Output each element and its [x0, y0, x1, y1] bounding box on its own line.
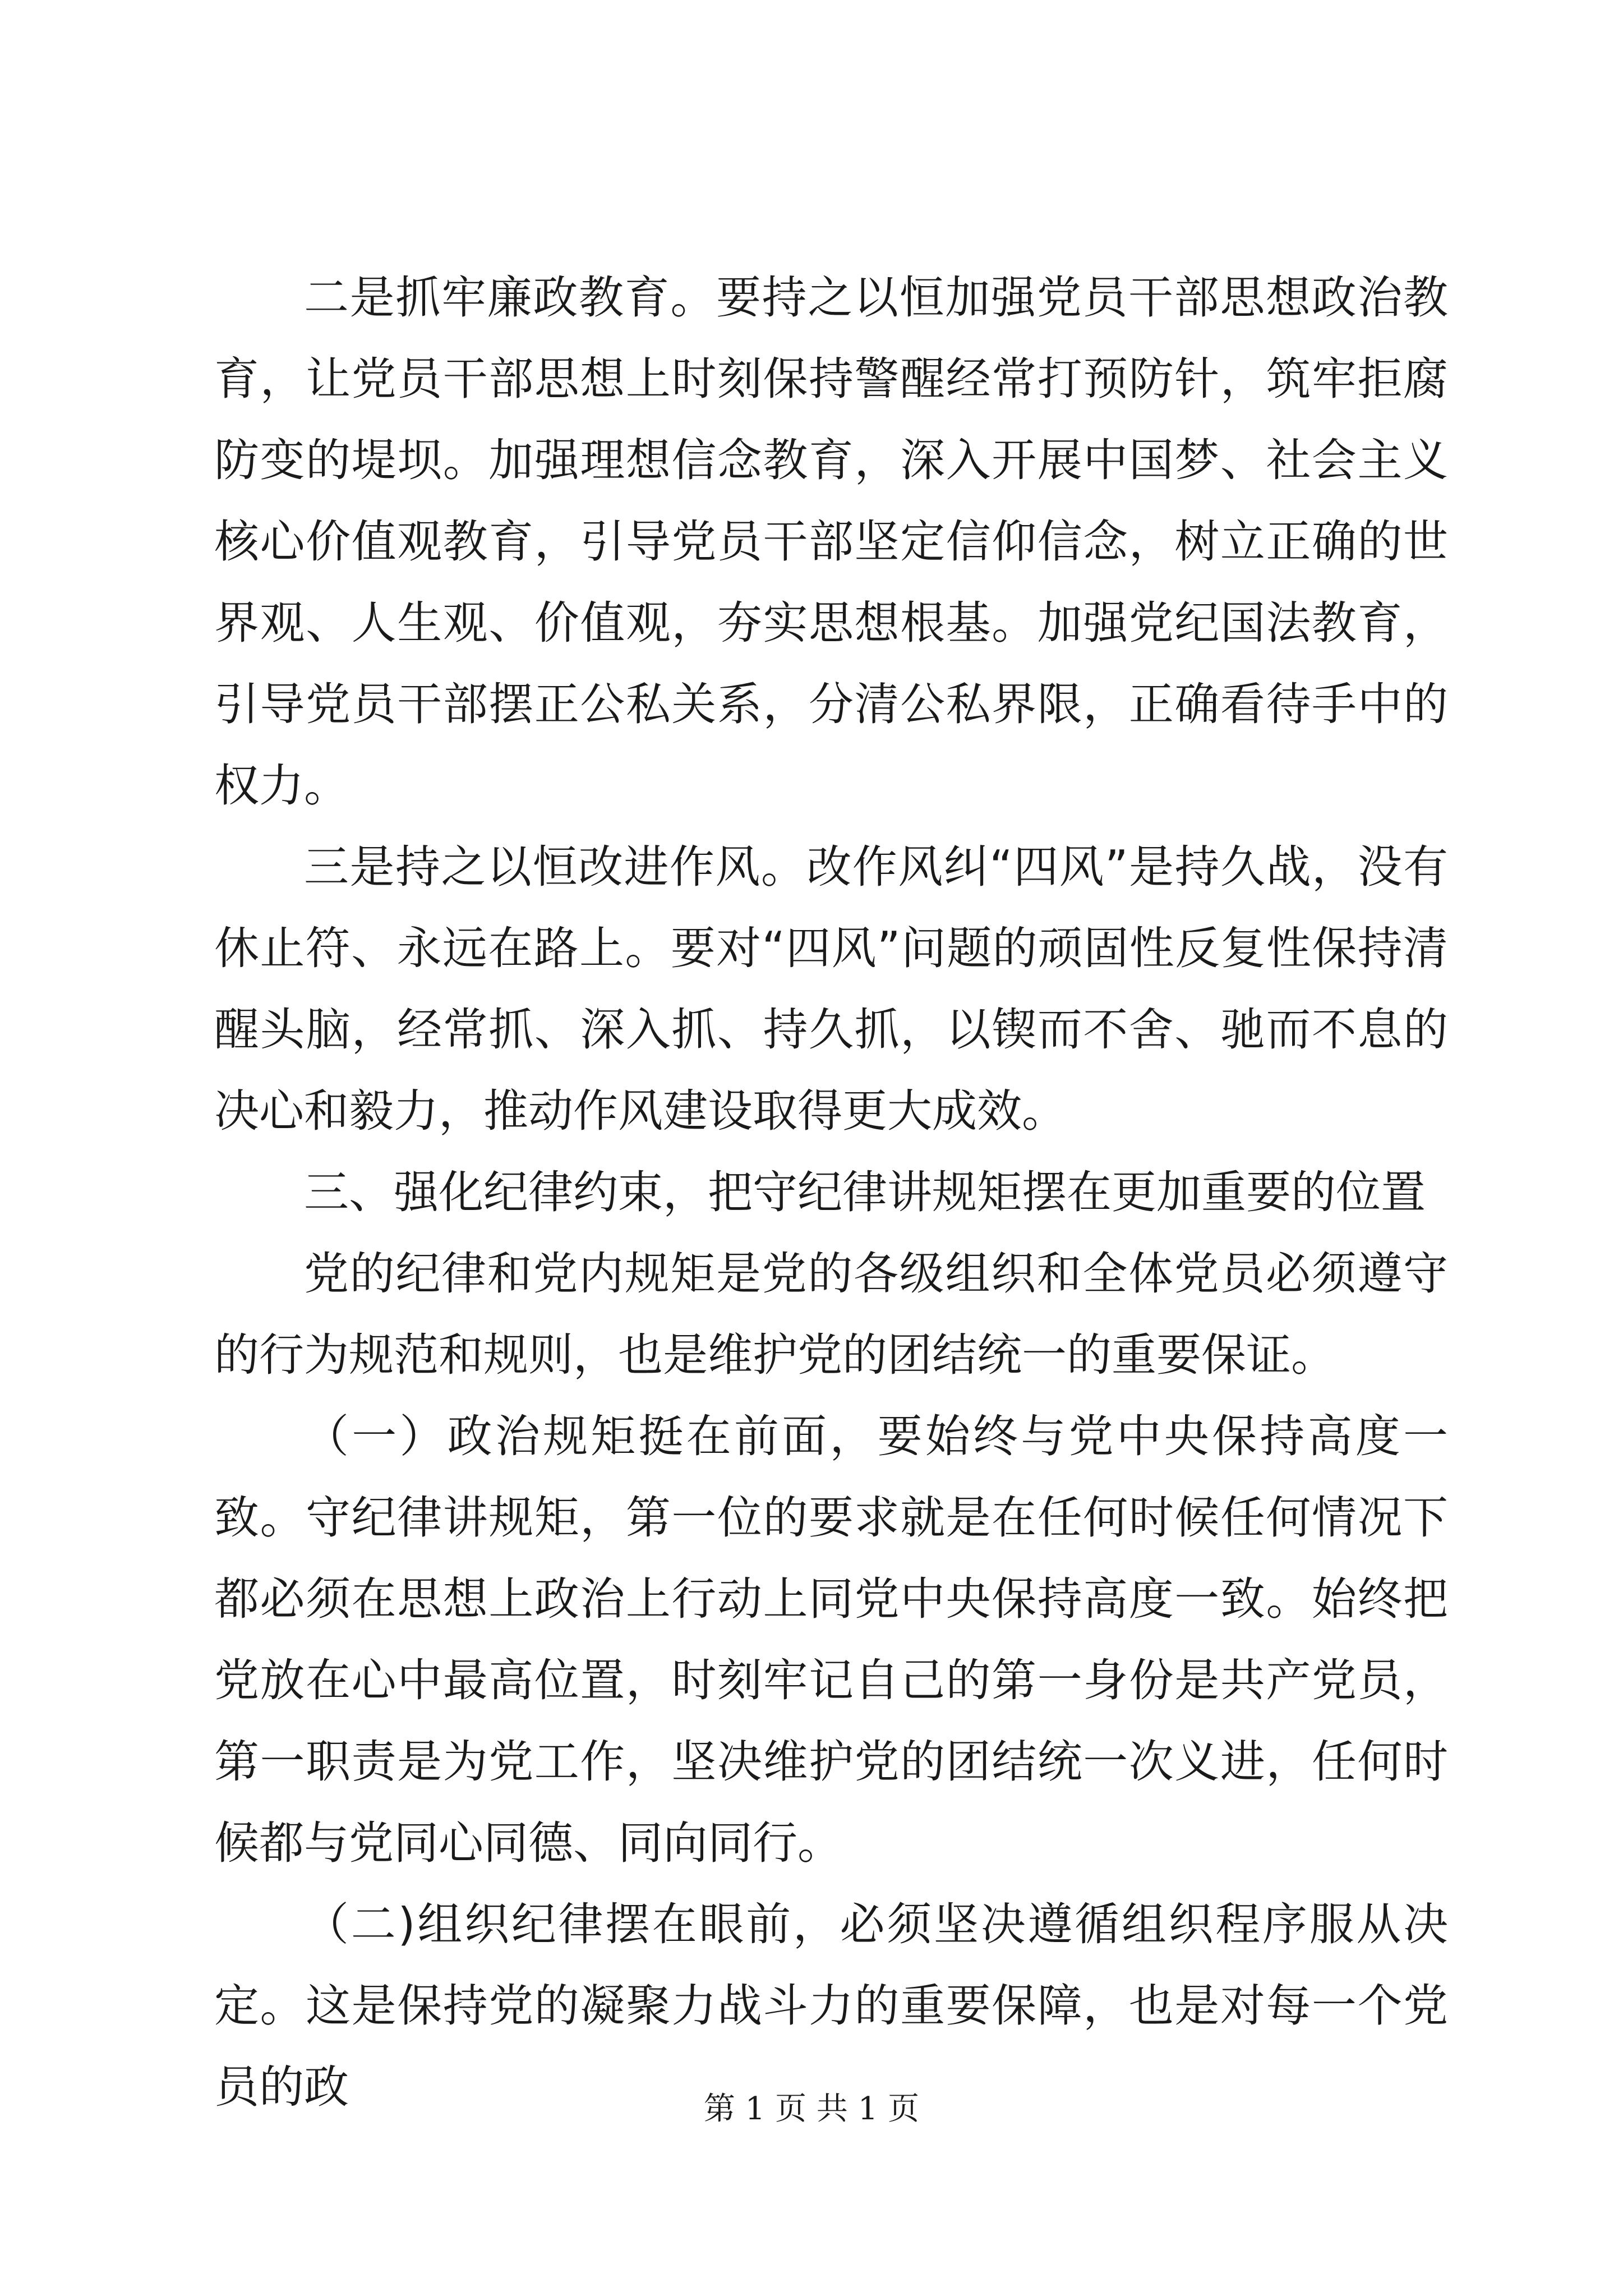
- document-body: [214, 257, 1448, 2128]
- paragraph-improve-style: 三是持之以恒改进作风。改作风纠“四风”是持久战，没有休止符、永远在路上。要对“四风”问题的顽固性反复性保持清醒头脑，经常抓、深入抓、持久抓，以锲而不舍、驰而不息的决心和毅力，推动作风建设取得更大成效。: [214, 841, 1448, 1137]
- paragraph-political-rules: （一）政治规矩挺在前面，要始终与党中央保持高度一致。守纪律讲规矩，第一位的要求就是在任何时候任何情况下都必须在思想上政治上行动上同党中央保持高度一致。始终把党放在心中最高位置，时刻牢记自己的第一身份是共产党员，第一职责是为党工作，坚决维护党的团结统一次义进，任何时候都与党同心同德、同向同行。: [214, 1410, 1448, 1869]
- section-heading-discipline: 三、强化纪律约束，把守纪律讲规矩摆在更加重要的位置: [304, 1166, 1426, 1218]
- paragraph-organizational-discipline: （二)组织纪律摆在眼前，必须坚决遵循组织程序服从决定。这是保持党的凝聚力战斗力的重要保障，也是对每一个党员的政: [214, 1898, 1448, 2113]
- page-number-footer: 第 1 页 共 1 页: [703, 2091, 920, 2127]
- paragraph-lianzheng-education: 二是抓牢廉政教育。要持之以恒加强党员干部思想政治教育，让党员干部思想上时刻保持警醒经常打预防针，筑牢拒腐防变的堤坝。加强理想信念教育，深入开展中国梦、社会主义核心价值观教育，引导党员干部坚定信仰信念，树立正确的世界观、人生观、价值观，夯实思想根基。加强党纪国法教育，引导党员干部摆正公私关系，分清公私界限，正确看待手中的权力。: [214, 272, 1448, 812]
- paragraph-party-discipline: 党的纪律和党内规矩是党的各级组织和全体党员必须遵守的行为规范和规则，也是维护党的团结统一的重要保证。: [214, 1248, 1448, 1381]
